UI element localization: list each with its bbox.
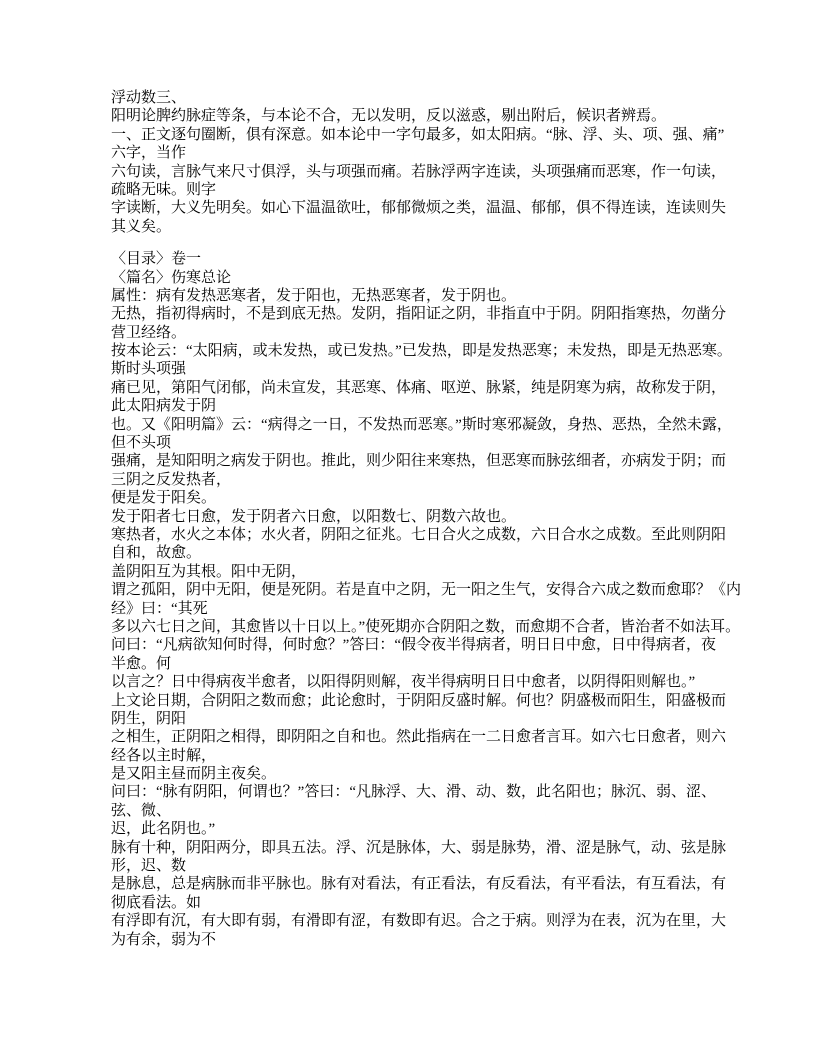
text-line: 发于阳者七日愈，发于阴者六日愈，以阳数七、阴数六故也。 [111, 508, 517, 525]
text-line: 一、正文逐句圈断，俱有深意。如本论中一字句最多，如太阳病。“脉、浮、头、项、强、痛” [111, 126, 725, 143]
text-line: 迟，此名阴也。” [111, 821, 216, 838]
text-line: 三阴之反发热者， [111, 471, 232, 488]
text-line: 问曰：“脉有阴阳，何谓也？”答曰：“凡脉浮、大、滑、动、数，此名阳也；脉沉、弱、涩、 [111, 784, 716, 801]
text-line: 问曰：“凡病欲知何时得，何时愈？”答曰：“假令夜半得病者，明日日中愈，日中得病者，夜 [111, 637, 716, 654]
text-line: 按本论云：“太阳病，或未发热，或已发热。”已发热，即是发热恶寒；未发热，即是无热恶寒。 [111, 343, 732, 360]
text-line: 浮动数三、 [111, 90, 187, 106]
text-line: 痛已见，第阳气闭郁，尚未宣发，其恶寒、体痛、呕逆、脉紧，纯是阴寒为病，故称发于阴， [111, 379, 727, 396]
text-line: 斯时头项强 [111, 361, 187, 378]
text-line: 〈目录〉卷一 [111, 251, 202, 268]
text-line: 脉有十种，阴阳两分，即具五法。浮、沉是脉体，大、弱是脉势，滑、涩是脉气，动、弦是脉 [111, 839, 727, 856]
text-line: 此太阳病发于阴 [111, 398, 217, 415]
text-line: 强痛，是知阳明之病发于阴也。推此，则少阳往来寒热，但恶寒而脉弦细者，亦病发于阴；而 [111, 453, 727, 470]
text-line: 也。又《阳明篇》云：“病得之一日，不发热而恶寒。”斯时寒邪凝敛，身热、恶热，全然未露， [111, 416, 732, 433]
text-line: 经各以主时解， [111, 747, 217, 764]
text-line: 有浮即有沉，有大即有弱，有滑即有涩，有数即有迟。合之于病。则浮为在表，沉为在里，大 [111, 913, 727, 930]
text-line: 但不头项 [111, 435, 172, 452]
text-line: 经》曰：“其死 [111, 600, 208, 617]
text-line: 无热，指初得病时，不是到底无热。发阴，指阳证之阴，非指直中于阴。阴阳指寒热，勿凿分 [111, 306, 727, 323]
text-line: 阳明论脾约脉症等条，与本论不合，无以发明，反以滋惑，剔出附后，候识者辨焉。 [111, 108, 667, 125]
text-line: 字读断，大义先明矣。如心下温温欲吐，郁郁微烦之类，温温、郁郁，俱不得连读，连读则失 [111, 200, 727, 217]
text-line: 六字，当作 [111, 145, 187, 162]
text-line: 以言之？日中得病夜半愈者，以阳得阴则解，夜半得病明日日中愈者，以阴得阳则解也。” [111, 674, 696, 691]
text-line: 便是发于阳矣。 [111, 490, 217, 507]
text-line: 阴生，阴阳 [111, 710, 187, 727]
text-content [111, 89, 771, 949]
text-line: 彻底看法。如 [111, 894, 202, 911]
text-line: 是脉息，总是病脉而非平脉也。脉有对看法，有正看法，有反看法，有平看法，有互看法，有 [111, 876, 727, 893]
text-line: 营卫经络。 [111, 324, 187, 341]
text-line: 上文论日期，合阴阳之数而愈；此论愈时，于阴阳反盛时解。何也？阴盛极而阳生，阳盛极而 [111, 692, 727, 709]
section-preface-notes [111, 89, 771, 236]
text-line: 之相生，正阴阳之相得，即阴阳之自和也。然此指病在一二日愈者言耳。如六七日愈者，则六 [111, 729, 727, 746]
text-line: 弦、微、 [111, 802, 172, 819]
text-line: 属性：病有发热恶寒者，发于阳也，无热恶寒者，发于阴也。 [111, 287, 517, 304]
text-line: 谓之孤阳，阴中无阳，便是死阴。若是直中之阴，无一阳之生气，安得合六成之数而愈耶？《内 [111, 582, 742, 599]
text-line: 〈篇名〉伤寒总论 [111, 269, 232, 286]
text-line: 盖阴阳互为其根。阳中无阴， [111, 563, 307, 580]
text-line: 其义矣。 [111, 218, 172, 235]
text-line: 自和，故愈。 [111, 545, 202, 562]
text-line: 多以六七日之间，其愈皆以十日以上。”使死期亦合阴阳之数，而愈期不合者，皆治者不如法耳。 [111, 618, 741, 635]
text-line: 疏略无味。则字 [111, 181, 217, 198]
text-line: 寒热者，水火之本体；水火者，阴阳之征兆。七日合火之成数，六日合水之成数。至此则阴阳 [111, 526, 727, 543]
text-line: 六句读，言脉气来尺寸俱浮，头与项强而痛。若脉浮两字连读，头项强痛而恶寒，作一句读， [111, 163, 727, 180]
text-line: 形，迟、数 [111, 858, 187, 875]
text-line: 半愈。何 [111, 655, 172, 672]
section-juan-one [111, 250, 771, 949]
text-line: 为有余，弱为不 [111, 931, 217, 948]
text-line: 是又阳主昼而阴主夜矣。 [111, 766, 277, 783]
